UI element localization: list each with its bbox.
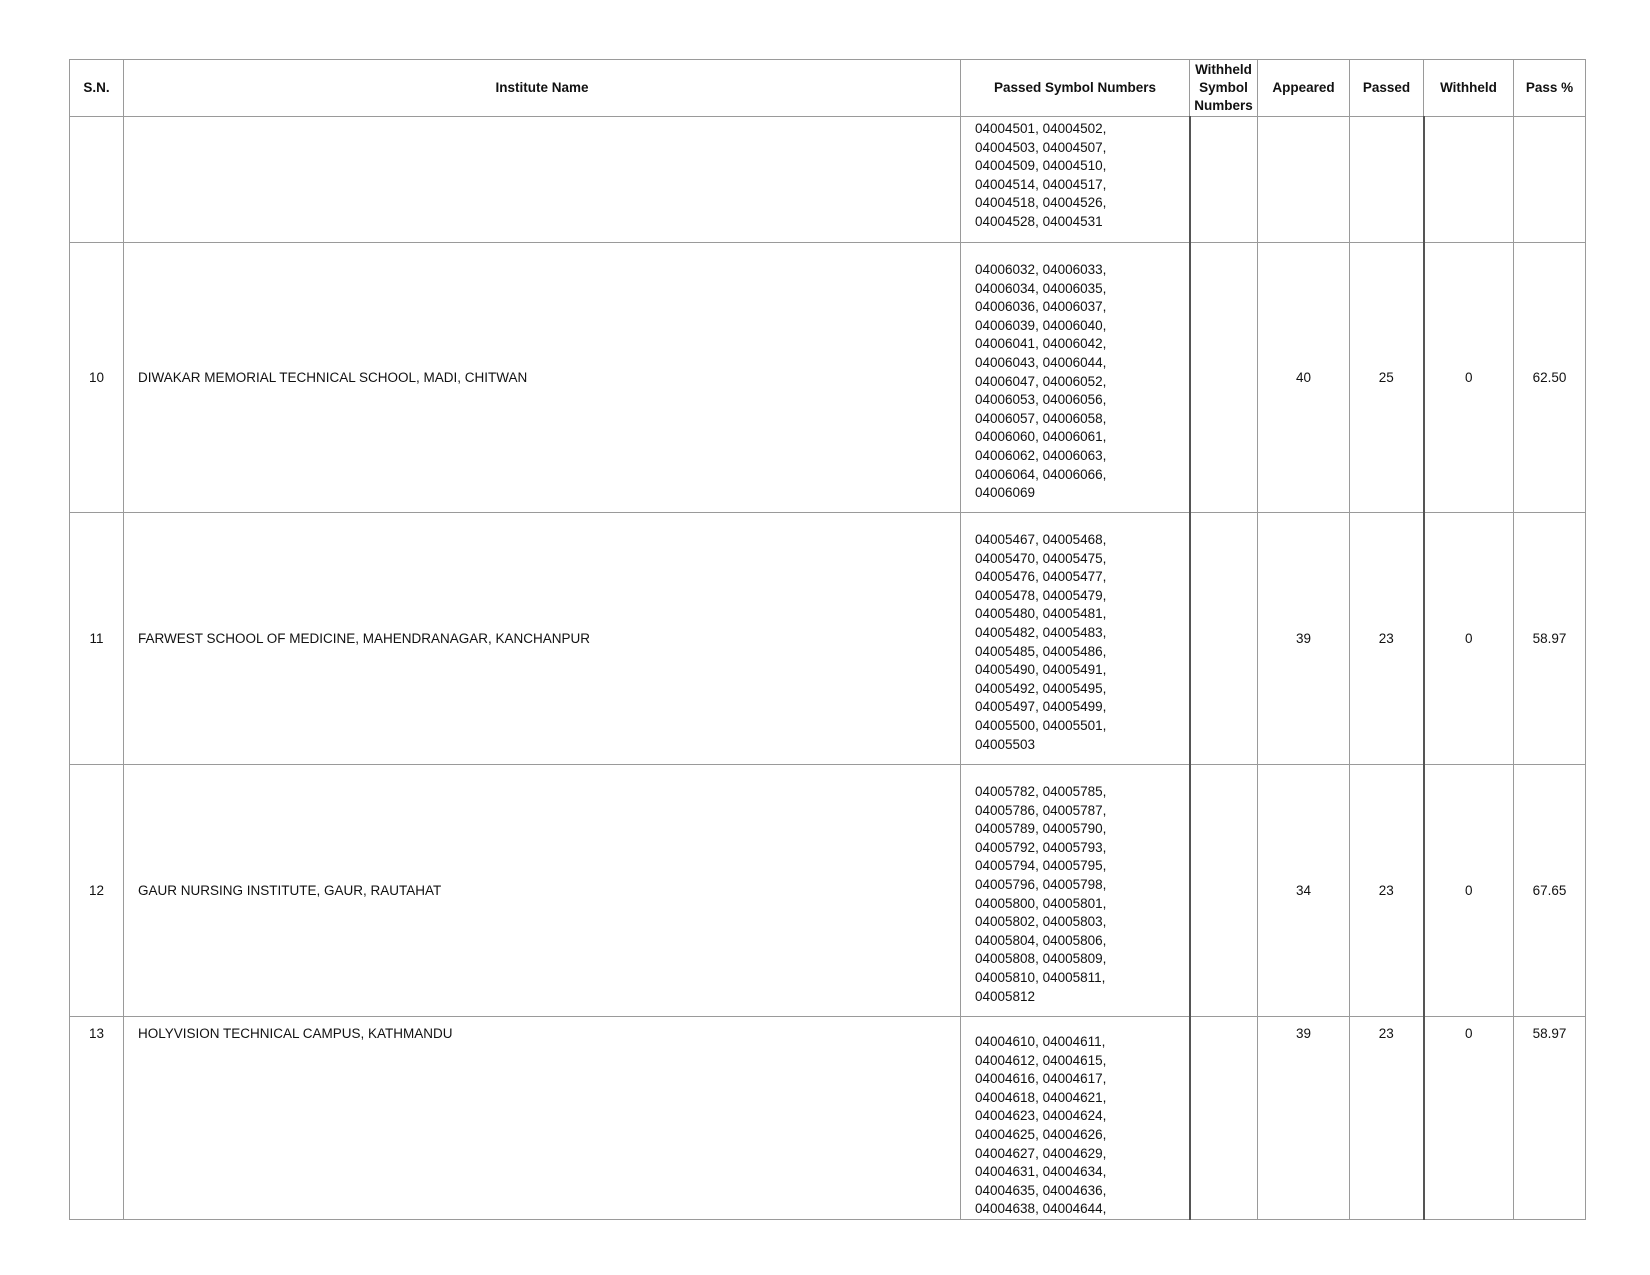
cell-passed: 23	[1350, 513, 1424, 765]
cell-passed-symbol-numbers	[961, 1017, 1190, 1220]
table-row	[70, 117, 1586, 243]
cell-institute-name: DIWAKAR MEMORIAL TECHNICAL SCHOOL, MADI, CHITWAN	[124, 243, 961, 513]
cell-withheld: 0	[1424, 1017, 1514, 1220]
cell-passed-symbol-numbers	[961, 243, 1190, 513]
cell-appeared: 39	[1258, 513, 1350, 765]
passed-symbols-text: 04005782, 04005785, 04005786, 04005787, 04005789, 04005790, 04005792, 04005793, 04005794, 04005795, 04005796, 04005798, 04005800, 04005801, 04005802, 04005803, 04005804, 04005806, 04005808, 04005809, 04005810, 04005811, 04005812	[975, 784, 1107, 1004]
cell-withheld-symbol-numbers	[1190, 765, 1258, 1017]
cell-passed-symbol-numbers	[961, 513, 1190, 765]
cell-withheld: 0	[1424, 513, 1514, 765]
cell-pass-percent: 58.97	[1514, 1017, 1586, 1220]
passed-symbols-text: 04005467, 04005468, 04005470, 04005475, 04005476, 04005477, 04005478, 04005479, 04005480, 04005481, 04005482, 04005483, 04005485, 04005486, 04005490, 04005491, 04005492, 04005495, 04005497, 04005499, 04005500, 04005501, 04005503	[975, 532, 1107, 752]
cell-sn: 11	[70, 513, 124, 765]
cell-institute-name: GAUR NURSING INSTITUTE, GAUR, RAUTAHAT	[124, 765, 961, 1017]
cell-passed-symbol-numbers	[961, 117, 1190, 243]
header-pass-percent: Pass %	[1514, 60, 1586, 117]
header-appeared: Appeared	[1258, 60, 1350, 117]
cell-passed-symbol-numbers	[961, 765, 1190, 1017]
cell-pass-percent: 58.97	[1514, 513, 1586, 765]
cell-withheld-symbol-numbers	[1190, 513, 1258, 765]
passed-symbols-text: 04006032, 04006033, 04006034, 04006035, 04006036, 04006037, 04006039, 04006040, 04006041, 04006042, 04006043, 04006044, 04006047, 04006052, 04006053, 04006056, 04006057, 04006058, 04006060, 04006061, 04006062, 04006063, 04006064, 04006066, 04006069	[975, 262, 1107, 501]
cell-withheld: 0	[1424, 243, 1514, 513]
header-passed: Passed	[1350, 60, 1424, 117]
cell-passed: 23	[1350, 765, 1424, 1017]
cell-withheld-symbol-numbers	[1190, 117, 1258, 243]
cell-withheld	[1424, 117, 1514, 243]
cell-passed: 23	[1350, 1017, 1424, 1220]
cell-institute-name: FARWEST SCHOOL OF MEDICINE, MAHENDRANAGAR, KANCHANPUR	[124, 513, 961, 765]
cell-appeared: 34	[1258, 765, 1350, 1017]
cell-pass-percent: 67.65	[1514, 765, 1586, 1017]
results-table	[69, 59, 1586, 1220]
cell-withheld-symbol-numbers	[1190, 1017, 1258, 1220]
cell-appeared: 40	[1258, 243, 1350, 513]
table-row	[70, 1017, 1586, 1220]
cell-pass-percent: 62.50	[1514, 243, 1586, 513]
header-withheld-symbol-numbers: Withheld Symbol Numbers	[1190, 60, 1258, 117]
header-withheld: Withheld	[1424, 60, 1514, 117]
table-row	[70, 513, 1586, 765]
header-sn: S.N.	[70, 60, 124, 117]
header-row	[70, 60, 1586, 117]
table-row	[70, 243, 1586, 513]
cell-institute-name: HOLYVISION TECHNICAL CAMPUS, KATHMANDU	[124, 1017, 961, 1220]
header-passed-symbol-numbers: Passed Symbol Numbers	[961, 60, 1190, 117]
header-institute-name: Institute Name	[124, 60, 961, 117]
cell-withheld: 0	[1424, 765, 1514, 1017]
table-row	[70, 765, 1586, 1017]
cell-passed	[1350, 117, 1424, 243]
cell-pass-percent	[1514, 117, 1586, 243]
cell-appeared: 39	[1258, 1017, 1350, 1220]
cell-withheld-symbol-numbers	[1190, 243, 1258, 513]
passed-symbols-text: 04004501, 04004502, 04004503, 04004507, 04004509, 04004510, 04004514, 04004517, 04004518, 04004526, 04004528, 04004531	[975, 121, 1107, 229]
cell-passed: 25	[1350, 243, 1424, 513]
passed-symbols-text: 04004610, 04004611, 04004612, 04004615, 04004616, 04004617, 04004618, 04004621, 04004623, 04004624, 04004625, 04004626, 04004627, 04004629, 04004631, 04004634, 04004635, 04004636, 04004638, 04004644,	[975, 1034, 1107, 1217]
cell-sn: 13	[70, 1017, 124, 1220]
cell-sn: 12	[70, 765, 124, 1017]
cell-sn	[70, 117, 124, 243]
cell-sn: 10	[70, 243, 124, 513]
cell-institute-name	[124, 117, 961, 243]
cell-appeared	[1258, 117, 1350, 243]
